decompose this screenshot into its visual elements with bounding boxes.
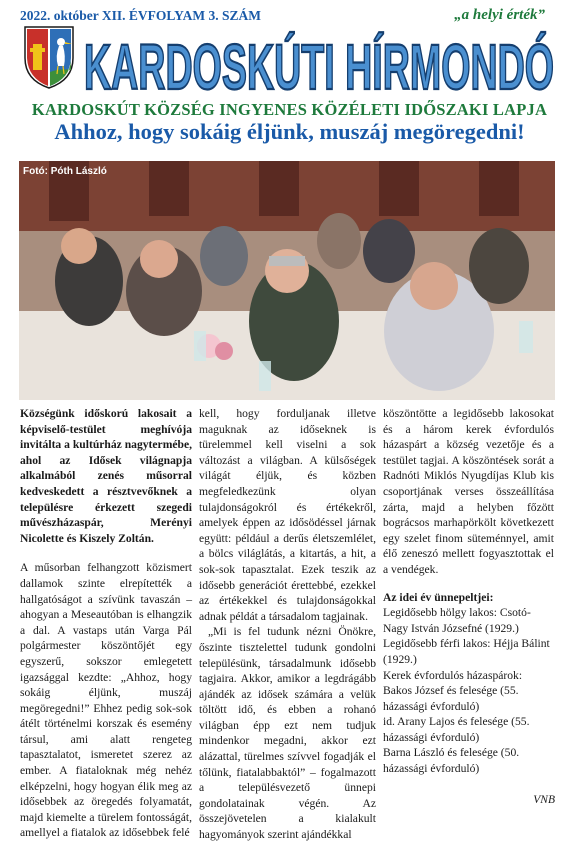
event-photo [19,161,555,400]
masthead-subtitle: KARDOSKÚT KÖZSÉG INGYENES KÖZÉLETI IDŐSZAKI LAPJA [31,100,548,119]
article-headline: Ahhoz, hogy sokáig éljünk, muszáj megöregedni! [54,119,525,144]
photo-credit: Fotó: Póth László [23,166,107,177]
masthead-title: KARDOSKÚTI HÍRMONDÓ [84,31,554,99]
honors-item: Bakos József és felesége (55. házassági évforduló) [383,684,519,713]
honors-item: Legidősebb hölgy lakos: Csotó-Nagy István Józsefné (1929.) [383,606,531,635]
article-paragraph: A műsorban felhangzott közismert dallamok szinte elrepítették a hallgatóságot a szívünk tavaszán – ahogyan a Meseautóban is elhangzik a dal. A vastaps után Varga Pál polgármester köszöntőjét egy egyszerű, sokszor emlegetett igazsággal kezdte: „Ahhoz, hogy sokáig éljünk, muszáj megöregedni!” Ehhez pedig sok-sok átélt történelmi korszak és esemény társul, ami alatt rengeteg tapasztalatot, ismeretet szerez az ember. A fiataloknak még nehéz elképzelni, hogy hogyan élik meg az idősebbek az öregedés folyamatát, majd kiemelte a türelem fontosságát, amellyel a fiatalok az idősebbek felé [20,561,192,840]
article-column-2 [199,406,376,843]
motto: „a helyi érték” [454,7,545,23]
honors-item: Barna László és felesége (50. házassági évforduló) [383,746,520,776]
author-signature: VNB [533,794,555,806]
honors-item: Legidősebb férfi lakos: Héjja Bálint (1929.) [383,637,550,666]
article-column-3 [383,406,554,777]
article-paragraph: kell, hogy forduljanak illetve maguknak az időseknek is türelemmel kell viselni a sok változást a világban. A külsőségek világát éljük, és közben megfeledkezünk olyan tulajdonságokról és értékekről, amelyek éppen az idősödéssel járnak együtt: például a derűs életszemlélet, a bölcs világlátás, a kitartás, a hit, a sok-sok tapasztalat. Ezek teszik az idősebb generációt érettebbé, ezekkel az értékekkel és tulajdonságokkal adnak példát a társadalom tagjainak. [199,407,376,623]
honors-title: Az idei év ünnepeltjei: [383,590,494,604]
article-paragraph: köszöntötte a legidősebb lakosokat és a három kerek évfordulós házaspárt a község vezetője és a testület tagjai. A köszöntések sorát a Radnóti Miklós Nyugdíjas Klub kis csoportjának verses összeállítása zárta, majd a helyben főzött bográcsos marhapörkölt következett egy szelet finom süteménnyel, amit élő zeneszó mellett fogyasztottak el a vendégek. [383,407,554,576]
article-column-1 [20,406,192,841]
honors-item: id. Arany Lajos és felesége (55. házassági évforduló) [383,715,530,744]
honors-item: Kerek évfordulós házaspárok: [383,668,523,682]
article-lead: Községünk időskorú lakosait a képviselő-testület meghívója invitálta a kultúrház nagytermébe, ahol az Idősek világnapja alkalmából zenés műsorral kedveskedett a résztvevőknek a településre érkezett szegedi művészházaspár, Merényi Nicolette és Kiszely Zoltán. [20,407,192,545]
masthead-logo [80,19,558,99]
issue-line: 2022. október XII. ÉVFOLYAM 3. SZÁM [20,8,262,23]
article-quote-paragraph: „Mi is fel tudunk nézni Önökre, őszinte tisztelettel tudunk gondolni településünk, társadalmunk idősebb tagjaira. Akkor, amikor a legdrágább ajándék az idősek számára a velük töltött idő, és ebben a rohanó világban épp ezt nem tudjuk mindenkor megadni, akkor ezt alázattal, türelmes szívvel fogadják el tőlünk, fiatalabbaktól” – fogalmazott a településvezető ünnepi gondolatainak végén. Az összejövetelen a kialakult hagyományok szerint ajándékkal [199,625,376,842]
coat-of-arms-icon [20,24,78,90]
